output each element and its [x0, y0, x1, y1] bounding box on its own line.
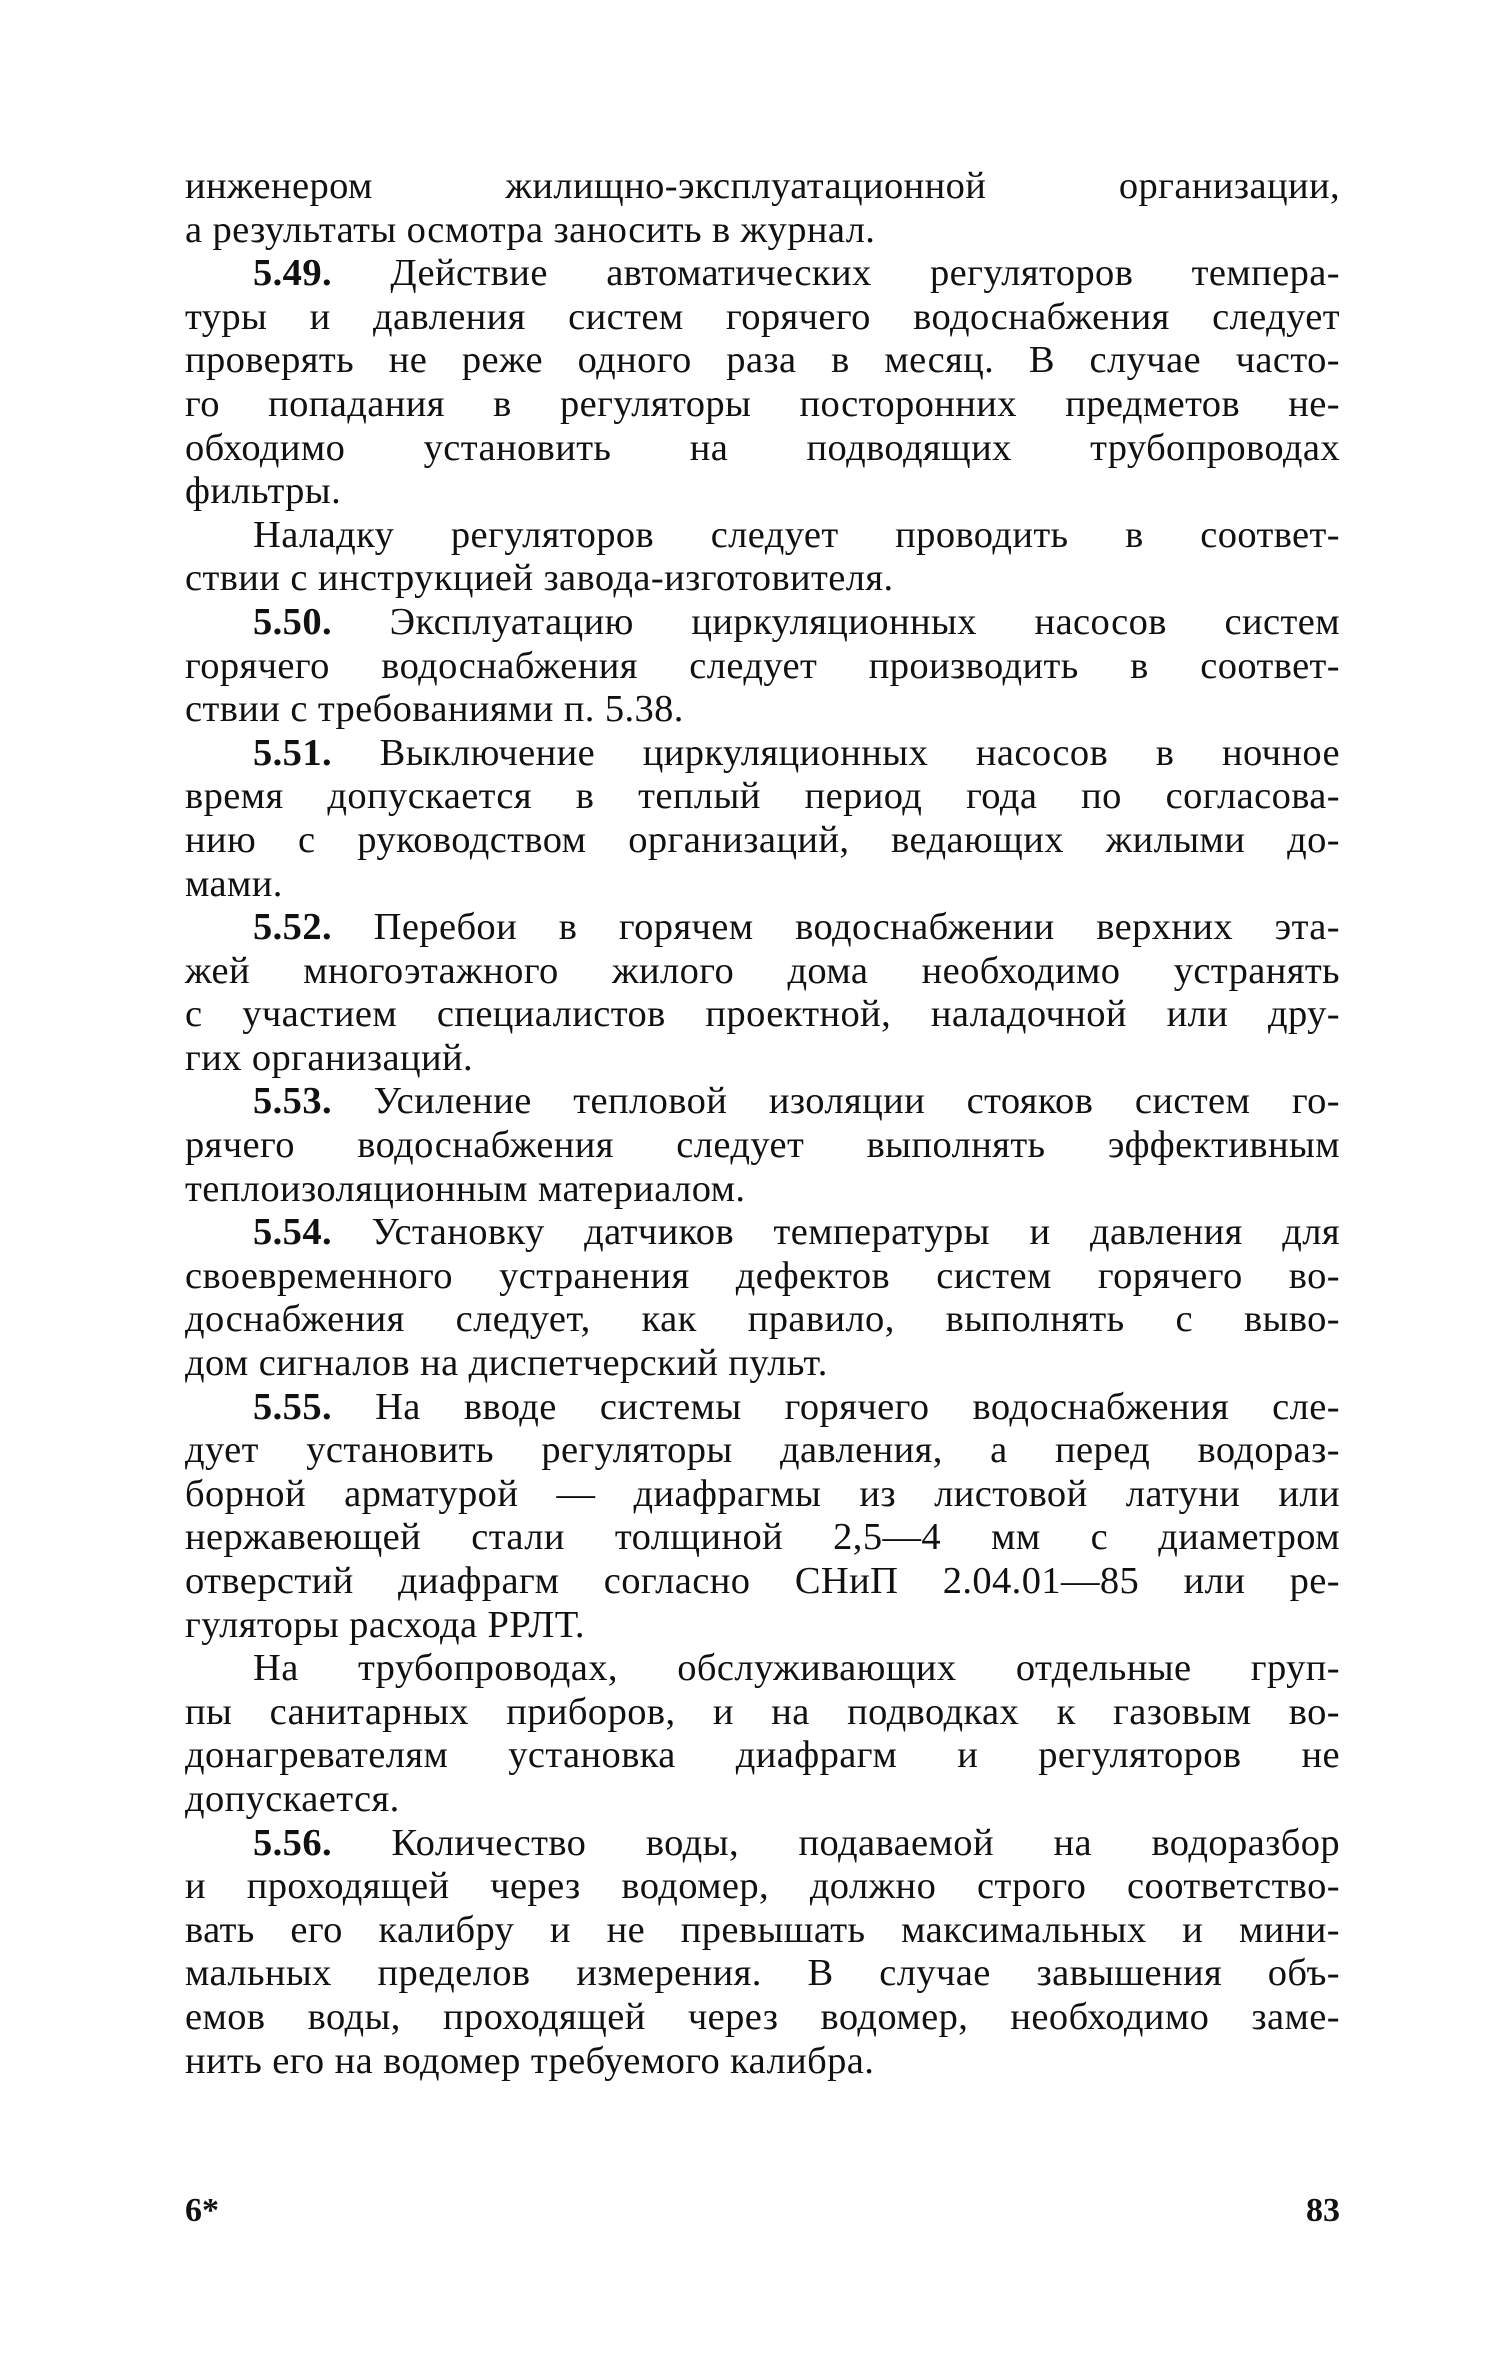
line-text: Усиление тепловой изоляции стояков систем го-: [332, 1080, 1340, 1123]
text-line: [185, 1560, 1340, 1604]
line-text: го попадания в регуляторы посторонних предметов не-: [185, 382, 1340, 425]
text-line: [185, 775, 1340, 819]
line-text: фильтры.: [185, 470, 342, 513]
text-line: [185, 1298, 1340, 1342]
text-line: [185, 1734, 1340, 1778]
line-text: время допускается в теплый период года по согласова-: [185, 775, 1340, 818]
line-text: обходимо установить на подводящих трубопроводах: [185, 426, 1340, 469]
text-line: [185, 1952, 1340, 1996]
text-line: [185, 863, 1340, 907]
text-line: [185, 732, 1340, 776]
text-line: [185, 1647, 1340, 1691]
text-line: [185, 1429, 1340, 1473]
text-line: [185, 993, 1340, 1037]
text-line: [185, 2040, 1340, 2084]
paragraph: [185, 1647, 1340, 1821]
line-text: Установку датчиков температуры и давления для: [332, 1211, 1340, 1254]
paragraph: [185, 252, 1340, 514]
line-text: инженером жилищно-эксплуатационной организации,: [185, 165, 1340, 207]
line-text: емов воды, проходящей через водомер, необходимо заме-: [185, 1995, 1340, 2038]
paragraph: [185, 906, 1340, 1080]
line-text: с участием специалистов проектной, наладочной или дру-: [185, 993, 1340, 1036]
text-line: [185, 1604, 1340, 1648]
text-line: [185, 470, 1340, 514]
line-text: нию с руководством организаций, ведающих жилыми до-: [185, 818, 1340, 861]
clause-number: 5.50.: [253, 600, 332, 643]
clause-number: 5.51.: [253, 731, 332, 774]
line-text: доснабжения следует, как правило, выполнять с выво-: [185, 1298, 1340, 1341]
text-line: [185, 383, 1340, 427]
text-line: [185, 1124, 1340, 1168]
line-text: и проходящей через водомер, должно строго соответство-: [185, 1865, 1340, 1908]
text-line: [185, 252, 1340, 296]
paragraph: [185, 1080, 1340, 1211]
line-text: донагревателям установка диафрагм и регуляторов не: [185, 1734, 1340, 1777]
line-text: допускается.: [185, 1777, 400, 1820]
text-line: [185, 296, 1340, 340]
line-text: На вводе системы горячего водоснабжения сле-: [332, 1385, 1340, 1428]
text-line: [185, 339, 1340, 383]
line-text: гих организаций.: [185, 1036, 473, 1079]
line-text: Эксплуатацию циркуляционных насосов систем: [332, 600, 1340, 643]
line-text: отверстий диафрагм согласно СНиП 2.04.01—85 или ре-: [185, 1560, 1340, 1602]
text-line: [185, 601, 1340, 645]
line-text: жей многоэтажного жилого дома необходимо устранять: [185, 949, 1340, 992]
text-line: [185, 688, 1340, 732]
text-line: [185, 1080, 1340, 1124]
paragraph: [185, 1386, 1340, 1648]
clause-number: 5.52.: [253, 906, 332, 949]
paragraph: [185, 165, 1340, 252]
line-text: рячего водоснабжения следует выполнять эффективным: [185, 1124, 1340, 1167]
clause-number: 5.49.: [253, 252, 332, 295]
line-text: нержавеющей стали толщиной 2,5—4 мм с диаметром: [185, 1516, 1340, 1559]
line-text: ствии с требованиями п. 5.38.: [185, 688, 684, 731]
line-text: пы санитарных приборов, и на подводках к газовым во-: [185, 1690, 1340, 1733]
clause-number: 5.54.: [253, 1211, 332, 1254]
text-line: [185, 1691, 1340, 1735]
clause-number: 5.53.: [253, 1080, 332, 1123]
line-text: На трубопроводах, обслуживающих отдельные груп-: [253, 1647, 1340, 1690]
line-text: теплоизоляционным материалом.: [185, 1167, 746, 1210]
line-text: мальных пределов измерения. В случае завышения объ-: [185, 1952, 1340, 1995]
text-line: [185, 950, 1340, 994]
text-line: [185, 645, 1340, 689]
text-line: [185, 427, 1340, 471]
line-text: гуляторы расхода РРЛТ.: [185, 1603, 585, 1646]
text-line: [185, 1778, 1340, 1822]
text-line: [185, 1211, 1340, 1255]
text-line: [185, 819, 1340, 863]
line-text: Наладку регуляторов следует проводить в соответ-: [253, 513, 1340, 556]
document-page: [185, 165, 1340, 2083]
line-text: ствии с инструкцией завода-изготовителя.: [185, 557, 894, 600]
text-line: [185, 1822, 1340, 1866]
page-number: 83: [1306, 2192, 1340, 2229]
text-line: [185, 1037, 1340, 1081]
line-text: вать его калибру и не превышать максимальных и мини-: [185, 1908, 1340, 1951]
text-line: [185, 557, 1340, 601]
line-text: горячего водоснабжения следует производить в соответ-: [185, 644, 1340, 687]
clause-number: 5.56.: [253, 1821, 332, 1864]
text-line: [185, 514, 1340, 558]
text-line: [185, 209, 1340, 253]
line-text: дом сигналов на диспетчерский пульт.: [185, 1342, 828, 1385]
paragraph: [185, 1211, 1340, 1385]
text-line: [185, 1865, 1340, 1909]
text-line: [185, 1996, 1340, 2040]
text-line: [185, 906, 1340, 950]
line-text: борной арматурой — диафрагмы из листовой латуни или: [185, 1472, 1340, 1515]
line-text: туры и давления систем горячего водоснабжения следует: [185, 295, 1340, 338]
line-text: а результаты осмотра заносить в журнал.: [185, 208, 876, 251]
line-text: Действие автоматических регуляторов темпера-: [332, 252, 1340, 295]
text-line: [185, 1386, 1340, 1430]
text-line: [185, 1168, 1340, 1212]
line-text: проверять не реже одного раза в месяц. В случае часто-: [185, 339, 1340, 382]
paragraph: [185, 1822, 1340, 2084]
line-text: Перебои в горячем водоснабжении верхних эта-: [332, 906, 1340, 949]
text-line: [185, 165, 1340, 209]
text-line: [185, 1909, 1340, 1953]
line-text: нить его на водомер требуемого калибра.: [185, 2039, 875, 2082]
paragraph: [185, 514, 1340, 601]
paragraph: [185, 601, 1340, 732]
text-line: [185, 1516, 1340, 1560]
clause-number: 5.55.: [253, 1385, 332, 1428]
printer-signature-mark: 6*: [185, 2192, 219, 2229]
text-line: [185, 1255, 1340, 1299]
line-text: Выключение циркуляционных насосов в ночное: [332, 731, 1340, 774]
line-text: дует установить регуляторы давления, а перед водораз-: [185, 1429, 1340, 1472]
line-text: мами.: [185, 862, 283, 905]
text-line: [185, 1342, 1340, 1386]
text-line: [185, 1473, 1340, 1517]
line-text: своевременного устранения дефектов систем горячего во-: [185, 1254, 1340, 1297]
paragraph: [185, 732, 1340, 906]
line-text: Количество воды, подаваемой на водоразбор: [332, 1821, 1340, 1864]
